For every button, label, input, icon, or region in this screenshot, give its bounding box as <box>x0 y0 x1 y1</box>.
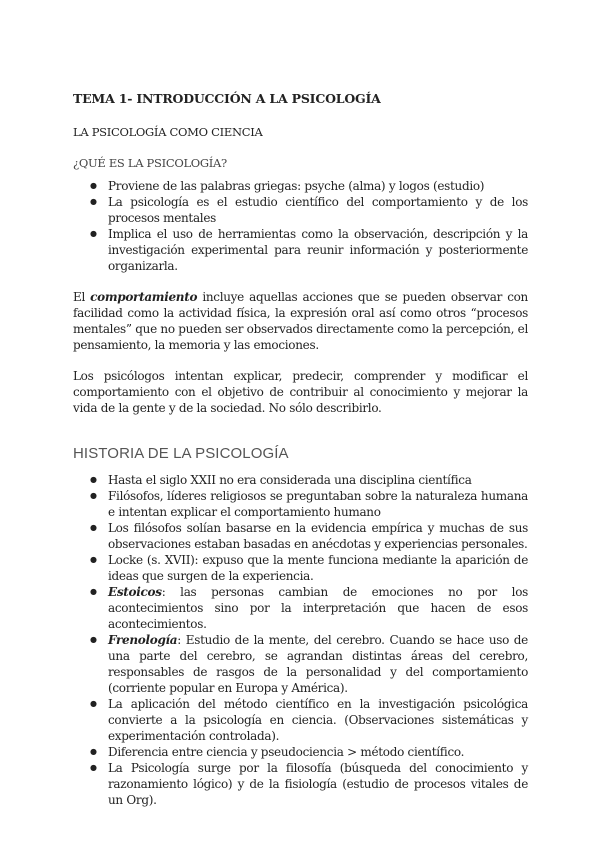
list-item <box>90 520 528 552</box>
history-list <box>90 472 528 808</box>
list-item <box>90 760 528 808</box>
definition-list <box>90 178 528 274</box>
section-subtitle: LA PSICOLOGÍA COMO CIENCIA <box>73 125 263 139</box>
list-item <box>90 552 528 584</box>
item-text: La aplicación del método científico en la investigación psicológica convierte a la psicología en ciencia. (Observaciones sistemáticas y experimentación controlada). <box>108 697 528 743</box>
item-text: La Psicología surge por la filosofía (búsqueda del conocimiento y razonamiento lógico) y de la fisiología (estudio de procesos vitales de un Org). <box>108 761 528 807</box>
item-text: : las personas cambian de emociones no por los acontecimientos sino por la interpretación que hacen de esos acontecimientos. <box>108 585 528 631</box>
list-item <box>90 488 528 520</box>
list-item <box>90 696 528 744</box>
history-heading: HISTORIA DE LA PSICOLOGÍA <box>73 445 289 462</box>
list-item: ● La psicología es el estudio científico del comportamiento y de los procesos mentales <box>90 194 528 226</box>
list-item <box>90 632 528 696</box>
item-text: Los filósofos solían basarse en la evidencia empírica y muchas de sus observaciones estaban basadas en anécdotas y experiencias personales. <box>108 521 528 551</box>
list-item <box>90 744 528 760</box>
paragraph-text: El <box>73 290 91 304</box>
list-item <box>90 584 528 632</box>
document-title: TEMA 1- INTRODUCCIÓN A LA PSICOLOGÍA <box>73 91 381 106</box>
item-text: Locke (s. XVII): expuso que la mente funciona mediante la aparición de ideas que surgen de la experiencia. <box>108 553 528 583</box>
question-heading: ¿QUÉ ES LA PSICOLOGÍA? <box>73 156 227 170</box>
term-comportamiento: comportamiento <box>90 290 198 304</box>
item-text: Diferencia entre ciencia y pseudociencia > método científico. <box>108 745 465 759</box>
behavior-paragraph <box>73 289 528 353</box>
item-text: Hasta el siglo XXII no era considerada una disciplina científica <box>108 473 472 487</box>
list-item <box>90 472 528 488</box>
item-text: : Estudio de la mente, del cerebro. Cuando se hace uso de una parte del cerebro, se agrandan distintas áreas del cerebro, responsables de rasgos de la personalidad y del comportamiento (corriente popular en Europa y América). <box>108 633 528 695</box>
list-item: ● Implica el uso de herramientas como la observación, descripción y la investigación experimental para reunir información y posteriormente organizarla. <box>90 226 528 274</box>
term-estoicos: Estoicos <box>108 585 162 599</box>
term-frenologia: Frenología <box>108 633 178 647</box>
paragraph-text: incluye aquellas acciones que se pueden observar con facilidad como la actividad física, la expresión oral así como otros “procesos mentales” que no pueden ser observados directamente como la percepción, el pensamiento, la memoria y las emociones. <box>73 290 528 352</box>
item-text: Filósofos, líderes religiosos se preguntaban sobre la naturaleza humana e intentan explicar el comportamiento humano <box>108 489 528 519</box>
goals-paragraph: Los psicólogos intentan explicar, predecir, comprender y modificar el comportamiento con el objetivo de contribuir al conocimiento y mejorar la vida de la gente y de la sociedad. No sólo describirlo. <box>73 369 528 415</box>
list-item: ● Proviene de las palabras griegas: psyche (alma) y logos (estudio) <box>90 178 528 194</box>
